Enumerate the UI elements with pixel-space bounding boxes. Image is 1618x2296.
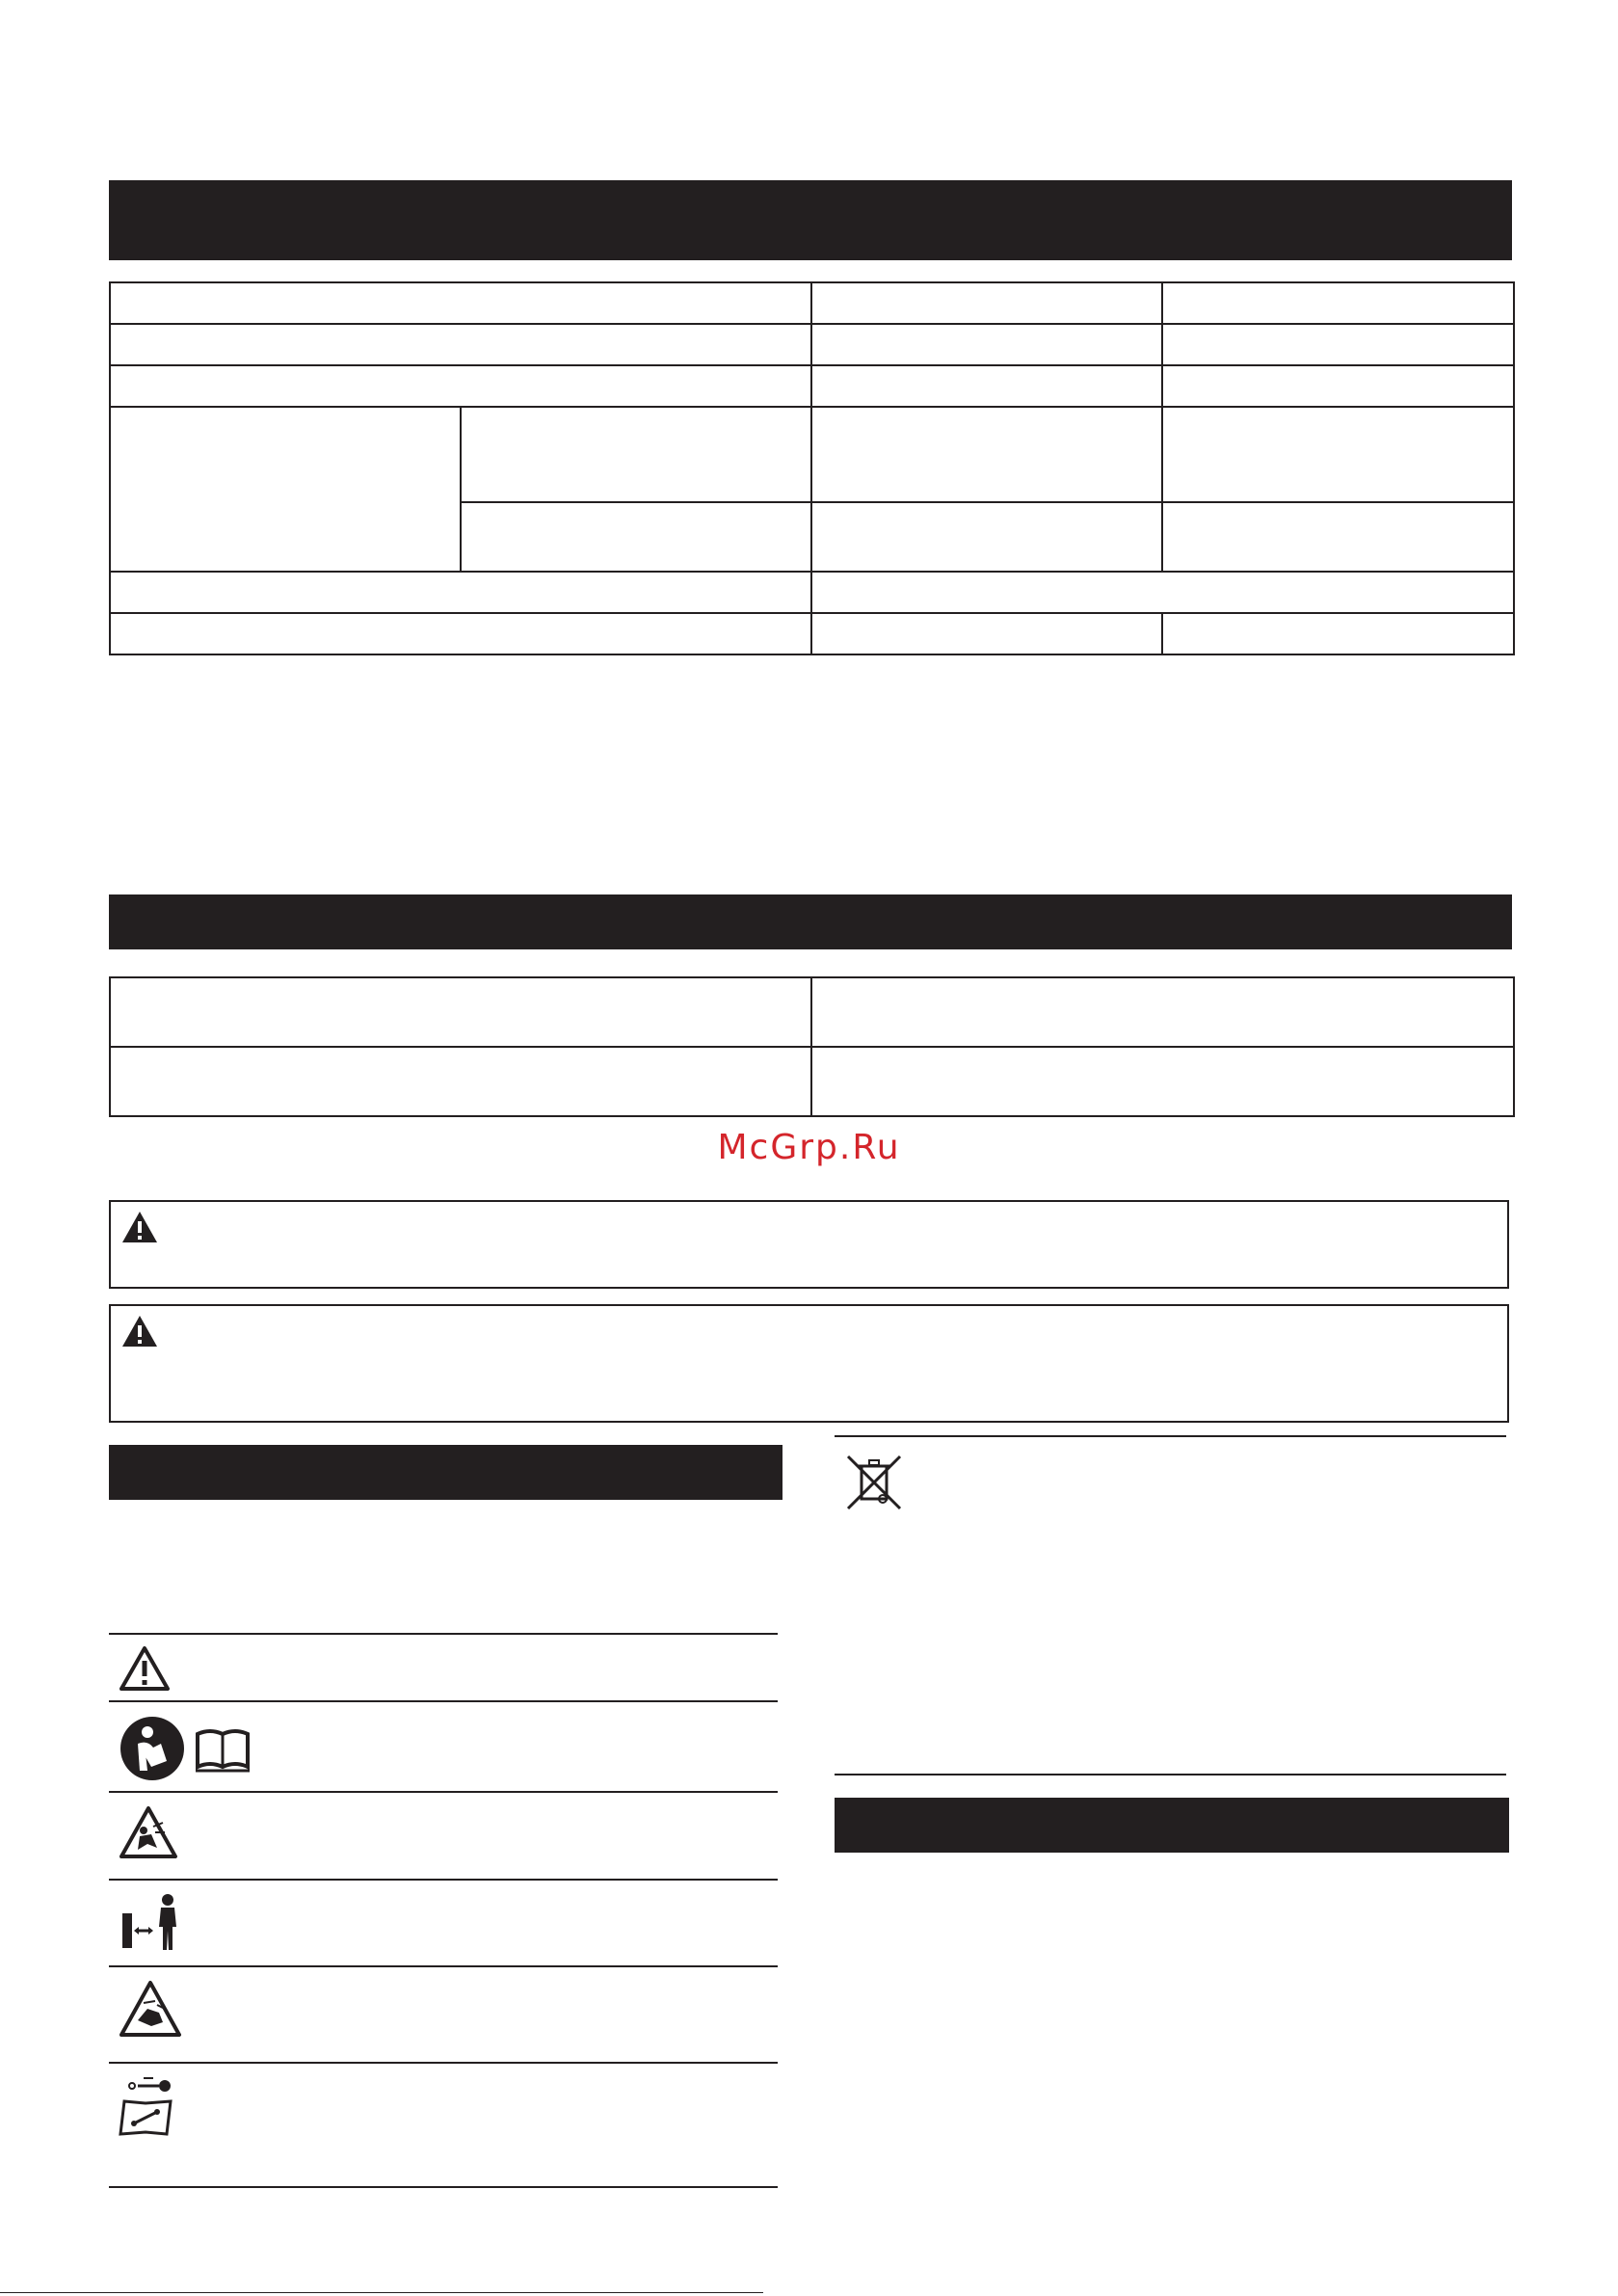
table-cell <box>1162 365 1514 407</box>
table-row <box>110 1047 1514 1116</box>
table-cell <box>811 407 1162 502</box>
table-cell <box>811 502 1162 572</box>
table-cell <box>461 502 811 572</box>
table-row <box>110 282 1514 324</box>
section-header-symbols <box>109 1445 782 1500</box>
table-row <box>110 365 1514 407</box>
divider <box>109 1700 778 1702</box>
divider <box>835 1774 1506 1775</box>
table-cell <box>1162 407 1514 502</box>
warning-triangle-icon <box>119 1645 171 1692</box>
noise-vibration-table <box>109 976 1515 1117</box>
section-header-specifications <box>109 180 1512 260</box>
warning-note <box>109 1304 1509 1423</box>
table-cell <box>811 977 1514 1047</box>
table-cell <box>461 407 811 502</box>
table-cell <box>110 977 811 1047</box>
table-row <box>110 572 1514 613</box>
table-cell <box>1162 282 1514 324</box>
table-cell <box>1162 613 1514 654</box>
table-cell <box>811 365 1162 407</box>
table-cell <box>811 572 1514 613</box>
table-cell <box>1162 324 1514 365</box>
table-cell <box>110 407 461 572</box>
crossed-bin-icon <box>844 1453 904 1512</box>
remove-key-before-service-icon <box>119 2074 176 2138</box>
section-header-description <box>835 1798 1509 1853</box>
specifications-table <box>109 281 1515 655</box>
flying-objects-hazard-icon <box>119 1805 178 1859</box>
table-cell <box>110 282 811 324</box>
read-manual-icon <box>119 1715 255 1782</box>
divider <box>835 1435 1506 1437</box>
table-cell <box>1162 502 1514 572</box>
table-cell <box>110 613 811 654</box>
cutting-hazard-icon <box>119 1980 182 2038</box>
table-cell <box>811 324 1162 365</box>
divider <box>109 1791 778 1793</box>
divider <box>109 2062 778 2064</box>
divider <box>109 1633 778 1635</box>
table-row <box>110 324 1514 365</box>
warning-triangle-icon <box>120 1314 159 1348</box>
table-cell <box>110 365 811 407</box>
divider <box>109 1965 778 1967</box>
table-cell <box>811 282 1162 324</box>
warning-triangle-icon <box>120 1210 159 1244</box>
section-header-intended-use <box>109 894 1512 949</box>
table-row <box>110 977 1514 1047</box>
table-cell <box>110 572 811 613</box>
table-cell <box>811 1047 1514 1116</box>
divider <box>109 1879 778 1881</box>
divider <box>109 2186 778 2188</box>
table-cell <box>110 324 811 365</box>
table-row <box>110 407 1514 502</box>
warning-note <box>109 1200 1509 1289</box>
table-cell <box>811 613 1162 654</box>
keep-distance-icon <box>119 1892 182 1952</box>
table-row <box>110 613 1514 654</box>
footer-rule <box>0 2292 763 2293</box>
table-cell <box>110 1047 811 1116</box>
watermark: McGrp.Ru <box>717 1128 901 1167</box>
